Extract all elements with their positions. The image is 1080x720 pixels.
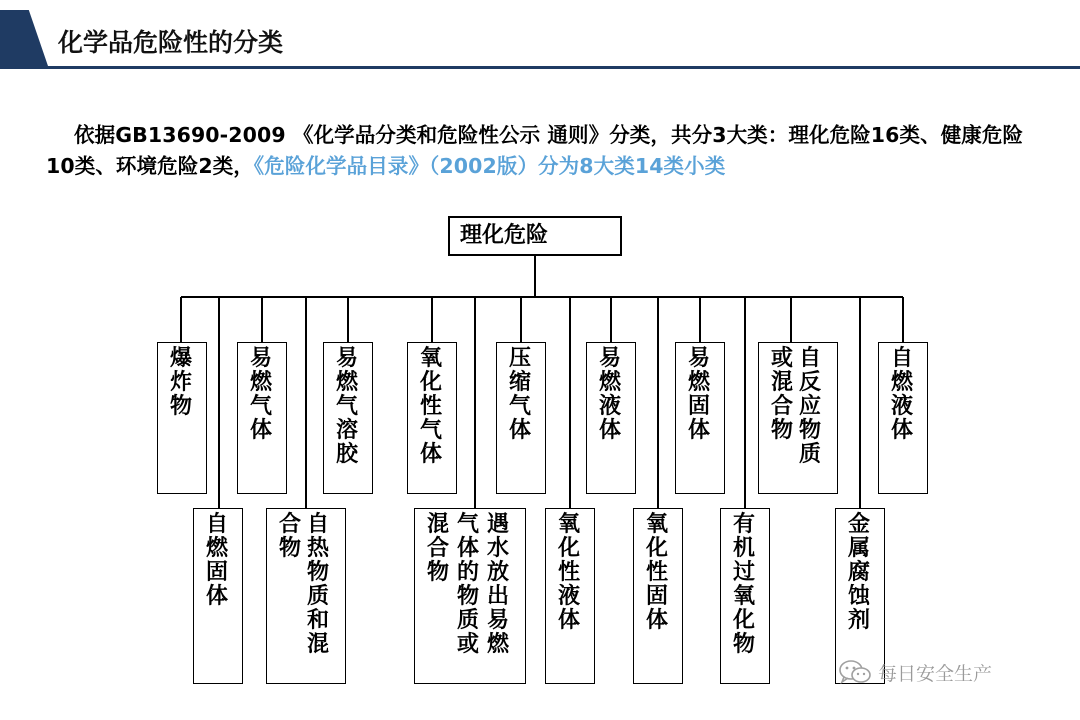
root-box: 理化危险 (448, 216, 622, 256)
category-box (878, 342, 928, 494)
category-label-col2: 气体的物质或 (456, 512, 479, 657)
category-label-col3: 混合物 (426, 512, 449, 585)
category-box (237, 342, 287, 494)
category-box (633, 508, 683, 684)
category-box (675, 342, 725, 494)
wechat-icon (838, 659, 872, 685)
intro-text: 依据GB13690-2009 《化学品分类和危险性公示 通则》分类，共分3大类：理化危险16类、健康危险10类、环境危险2类， (46, 123, 1024, 178)
category-label: 金属腐蚀剂 (847, 512, 870, 633)
category-label: 氧化性固体 (645, 512, 668, 633)
category-box (193, 508, 243, 684)
watermark-text: 每日安全生产 (878, 662, 993, 685)
category-box (414, 508, 526, 684)
category-label: 易燃固体 (687, 346, 710, 443)
category-label: 易燃气溶胶 (335, 346, 358, 467)
category-label: 易燃气体 (249, 346, 272, 443)
category-box (323, 342, 373, 494)
category-label: 爆炸物 (169, 346, 192, 419)
category-label-col1: 自反应物质 (798, 346, 821, 467)
intro-highlight: 《危险化学品目录》（2002版）分为8大类14类小类 (253, 154, 726, 178)
category-label: 易燃液体 (598, 346, 621, 443)
category-box (545, 508, 595, 684)
category-box (157, 342, 207, 494)
page-title: 化学品危险性的分类 (58, 28, 284, 57)
category-label-col2: 合物 (278, 512, 301, 561)
category-label: 压缩气体 (508, 346, 531, 443)
category-box (720, 508, 770, 684)
watermark (838, 657, 992, 687)
category-label: 氧化性气体 (419, 346, 442, 467)
category-label: 氧化性液体 (557, 512, 580, 633)
category-label: 自燃液体 (890, 346, 913, 443)
category-label-col1: 自热物质和混 (306, 512, 329, 657)
category-label-col2: 或混合物 (770, 346, 793, 443)
category-box (496, 342, 546, 494)
category-box (758, 342, 838, 494)
category-label-col1: 遇水放出易燃 (486, 512, 509, 657)
category-box (586, 342, 636, 494)
category-label: 自燃固体 (205, 512, 228, 609)
category-label: 有机过氧化物 (732, 512, 755, 657)
category-box (266, 508, 346, 684)
category-box (407, 342, 457, 494)
